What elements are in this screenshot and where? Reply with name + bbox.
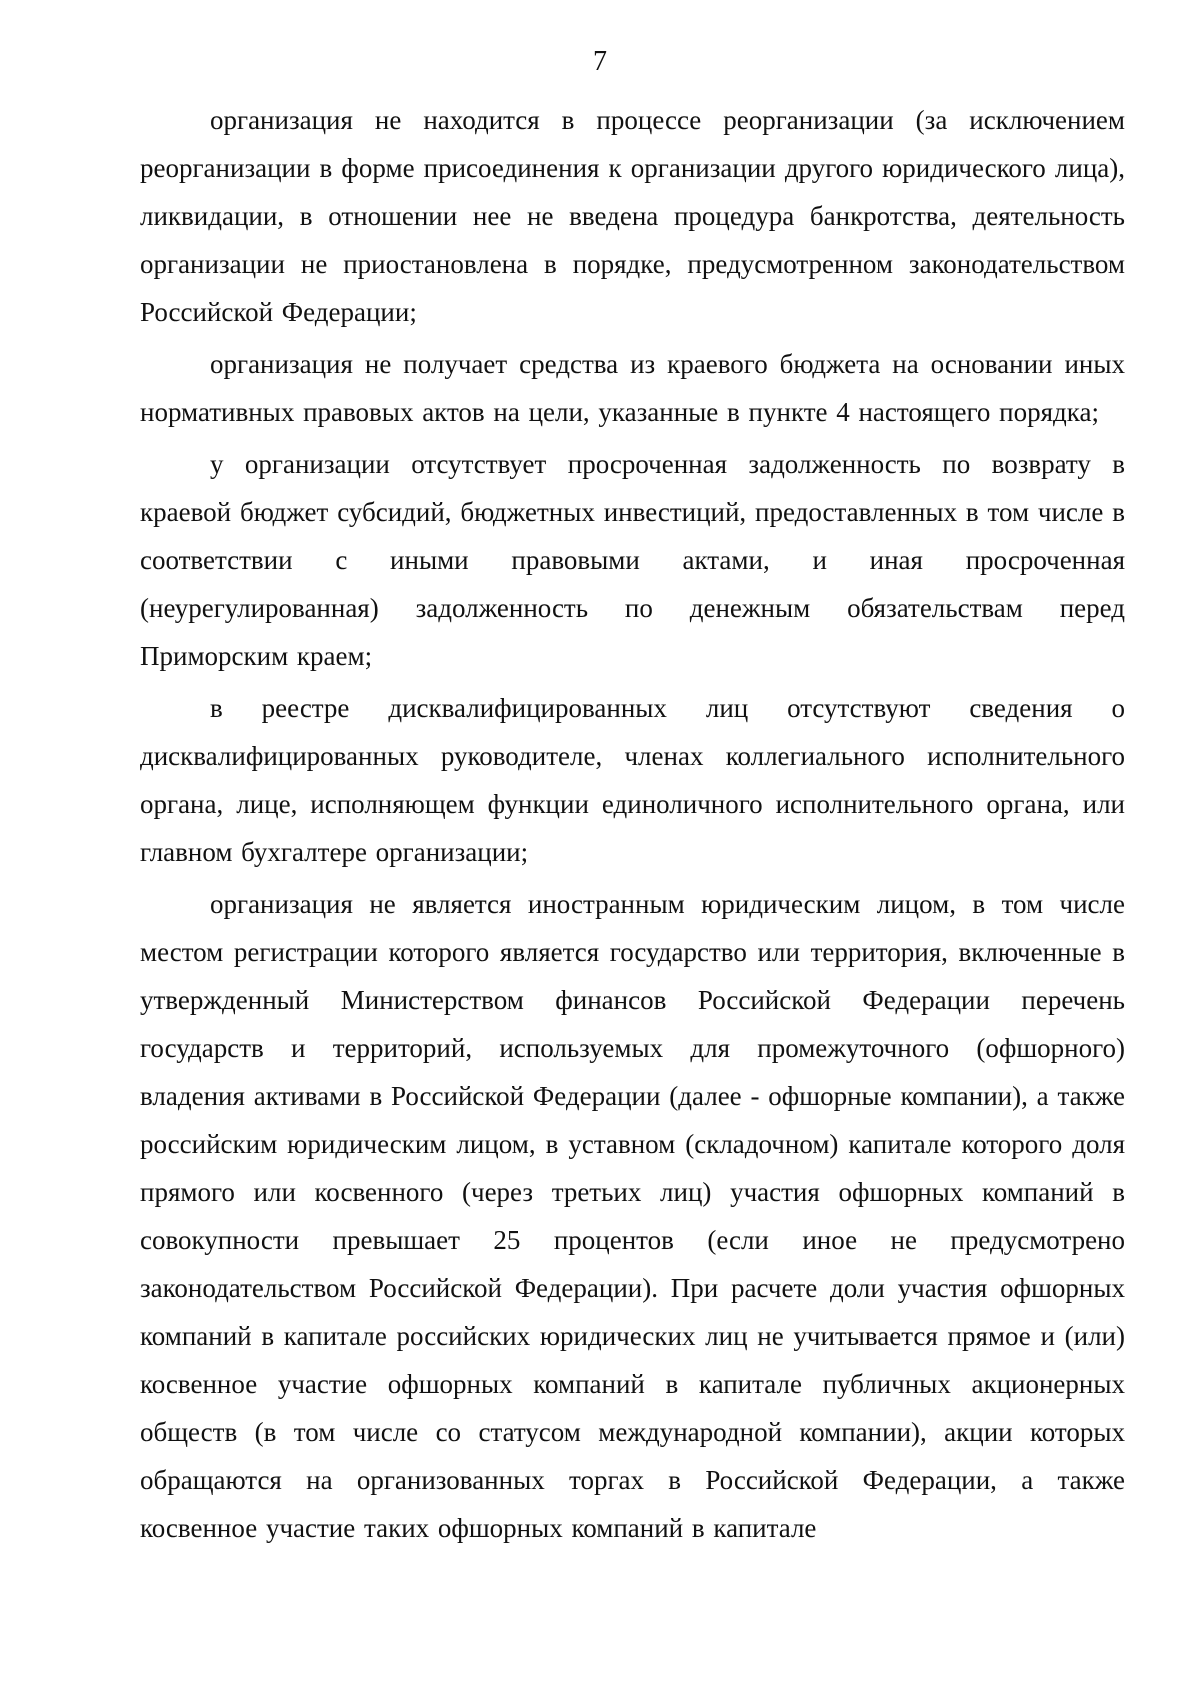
paragraph-offshore-companies: организация не является иностранным юридическим лицом, в том числе местом регистрации которого является государство или территория, включенные в утвержденный Министерством финансов Российской Федерации перечень государств и территорий, используемых для промежуточного (офшорного) владения активами в Российской Федерации (далее - офшорные компании), а также российским юридическим лицом, в уставном (складочном) капитале которого доля прямого или косвенного (через третьих лиц) участия офшорных компаний в совокупности превышает 25 процентов (если иное не предусмотрено законодательством Российской Федерации). При расчете доли участия офшорных компаний в капитале российских юридических лиц не учитывается прямое и (или) косвенное участие офшорных компаний в капитале публичных акционерных обществ (в том числе со статусом международной компании), акции которых обращаются на организованных торгах в Российской Федерации, а также косвенное участие таких офшорных компаний в капитале — [140, 889, 1125, 1543]
paragraph-disqualified-persons-registry: в реестре дисквалифицированных лиц отсутствуют сведения о дисквалифицированных руководителе, членах коллегиального исполнительного органа, лице, исполняющем функции единоличного исполнительного органа, или главном бухгалтере организации; — [140, 693, 1125, 867]
paragraph-no-budget-funds: организация не получает средства из краевого бюджета на основании иных нормативных правовых актов на цели, указанные в пункте 4 настоящего порядка; — [140, 349, 1125, 427]
paragraph-reorganization-status: организация не находится в процессе реорганизации (за исключением реорганизации в форме присоединения к организации другого юридического лица), ликвидации, в отношении нее не введена процедура банкротства, деятельность организации не приостановлена в порядке, предусмотренном законодательством Российской Федерации; — [140, 105, 1125, 327]
paragraph-no-overdue-debt: у организации отсутствует просроченная задолженность по возврату в краевой бюджет субсидий, бюджетных инвестиций, предоставленных в том числе в соответствии с иными правовыми актами, и иная просроченная (неурегулированная) задолженность по денежным обязательствам перед Приморским краем; — [140, 449, 1125, 671]
document-body — [140, 96, 1125, 1552]
page-number: 7 — [593, 46, 607, 77]
